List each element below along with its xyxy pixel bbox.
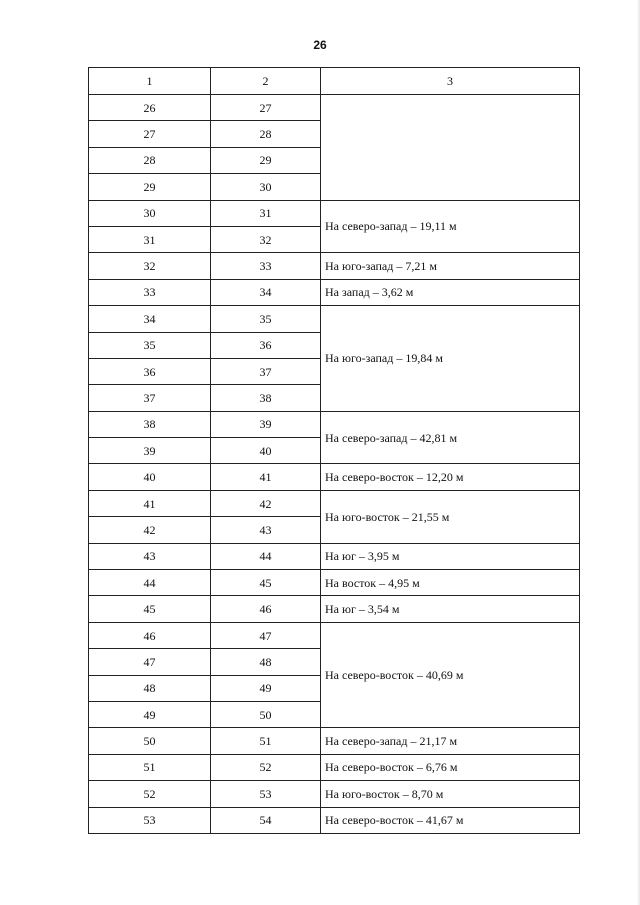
table-row xyxy=(89,464,580,490)
point-from-cell: 46 xyxy=(89,622,211,648)
point-to-cell: 50 xyxy=(211,701,321,727)
point-to-cell: 48 xyxy=(211,649,321,675)
point-from-cell: 35 xyxy=(89,332,211,358)
table-row xyxy=(89,728,580,754)
point-from-cell: 52 xyxy=(89,781,211,807)
point-from-cell: 26 xyxy=(89,95,211,121)
table-row xyxy=(89,279,580,305)
point-to-cell: 41 xyxy=(211,464,321,490)
direction-distance-cell: На северо-восток – 6,76 м xyxy=(321,754,580,780)
point-to-cell: 51 xyxy=(211,728,321,754)
table-row xyxy=(89,306,580,332)
column-header-3: 3 xyxy=(321,68,580,95)
table-row xyxy=(89,95,580,121)
direction-distance-cell: На северо-запад – 19,11 м xyxy=(321,200,580,253)
point-from-cell: 37 xyxy=(89,385,211,411)
point-from-cell: 32 xyxy=(89,253,211,279)
point-to-cell: 53 xyxy=(211,781,321,807)
point-from-cell: 33 xyxy=(89,279,211,305)
point-from-cell: 49 xyxy=(89,701,211,727)
point-from-cell: 43 xyxy=(89,543,211,569)
point-from-cell: 27 xyxy=(89,121,211,147)
point-from-cell: 45 xyxy=(89,596,211,622)
table-row xyxy=(89,570,580,596)
table-row xyxy=(89,781,580,807)
point-to-cell: 44 xyxy=(211,543,321,569)
table-row xyxy=(89,807,580,833)
table-body xyxy=(89,95,580,834)
point-to-cell: 43 xyxy=(211,517,321,543)
direction-distance-cell: На юго-запад – 19,84 м xyxy=(321,306,580,412)
point-from-cell: 29 xyxy=(89,174,211,200)
table-row xyxy=(89,411,580,437)
direction-distance-cell: На северо-восток – 40,69 м xyxy=(321,622,580,728)
point-to-cell: 42 xyxy=(211,490,321,516)
table-row xyxy=(89,490,580,516)
table-row xyxy=(89,253,580,279)
point-to-cell: 30 xyxy=(211,174,321,200)
table-row xyxy=(89,754,580,780)
point-from-cell: 34 xyxy=(89,306,211,332)
direction-distance-cell: На северо-восток – 41,67 м xyxy=(321,807,580,833)
point-from-cell: 53 xyxy=(89,807,211,833)
point-to-cell: 39 xyxy=(211,411,321,437)
point-from-cell: 38 xyxy=(89,411,211,437)
column-header-1: 1 xyxy=(89,68,211,95)
point-to-cell: 52 xyxy=(211,754,321,780)
direction-distance-cell xyxy=(321,95,580,201)
point-from-cell: 51 xyxy=(89,754,211,780)
point-to-cell: 46 xyxy=(211,596,321,622)
point-to-cell: 45 xyxy=(211,570,321,596)
direction-distance-cell: На юг – 3,95 м xyxy=(321,543,580,569)
point-from-cell: 44 xyxy=(89,570,211,596)
point-from-cell: 30 xyxy=(89,200,211,226)
point-to-cell: 38 xyxy=(211,385,321,411)
direction-distance-cell: На северо-запад – 42,81 м xyxy=(321,411,580,464)
direction-distance-cell: На восток – 4,95 м xyxy=(321,570,580,596)
direction-distance-cell: На юг – 3,54 м xyxy=(321,596,580,622)
table-row xyxy=(89,543,580,569)
point-from-cell: 28 xyxy=(89,147,211,173)
point-to-cell: 49 xyxy=(211,675,321,701)
point-to-cell: 31 xyxy=(211,200,321,226)
point-to-cell: 47 xyxy=(211,622,321,648)
point-to-cell: 37 xyxy=(211,358,321,384)
direction-distance-cell: На юго-восток – 8,70 м xyxy=(321,781,580,807)
point-to-cell: 34 xyxy=(211,279,321,305)
direction-distance-cell: На юго-восток – 21,55 м xyxy=(321,490,580,543)
point-to-cell: 32 xyxy=(211,226,321,252)
point-to-cell: 29 xyxy=(211,147,321,173)
direction-distance-cell: На запад – 3,62 м xyxy=(321,279,580,305)
point-from-cell: 40 xyxy=(89,464,211,490)
table-row xyxy=(89,200,580,226)
point-from-cell: 31 xyxy=(89,226,211,252)
boundary-table xyxy=(88,67,580,834)
point-from-cell: 48 xyxy=(89,675,211,701)
point-to-cell: 33 xyxy=(211,253,321,279)
point-to-cell: 40 xyxy=(211,438,321,464)
point-to-cell: 54 xyxy=(211,807,321,833)
column-header-2: 2 xyxy=(211,68,321,95)
point-to-cell: 27 xyxy=(211,95,321,121)
point-from-cell: 39 xyxy=(89,438,211,464)
point-from-cell: 47 xyxy=(89,649,211,675)
page-number: 26 xyxy=(313,38,327,52)
table-row xyxy=(89,596,580,622)
direction-distance-cell: На юго-запад – 7,21 м xyxy=(321,253,580,279)
point-from-cell: 50 xyxy=(89,728,211,754)
point-from-cell: 36 xyxy=(89,358,211,384)
point-to-cell: 35 xyxy=(211,306,321,332)
table-header-row xyxy=(89,68,580,95)
point-from-cell: 42 xyxy=(89,517,211,543)
point-to-cell: 28 xyxy=(211,121,321,147)
direction-distance-cell: На северо-восток – 12,20 м xyxy=(321,464,580,490)
direction-distance-cell: На северо-запад – 21,17 м xyxy=(321,728,580,754)
table-row xyxy=(89,622,580,648)
point-from-cell: 41 xyxy=(89,490,211,516)
point-to-cell: 36 xyxy=(211,332,321,358)
